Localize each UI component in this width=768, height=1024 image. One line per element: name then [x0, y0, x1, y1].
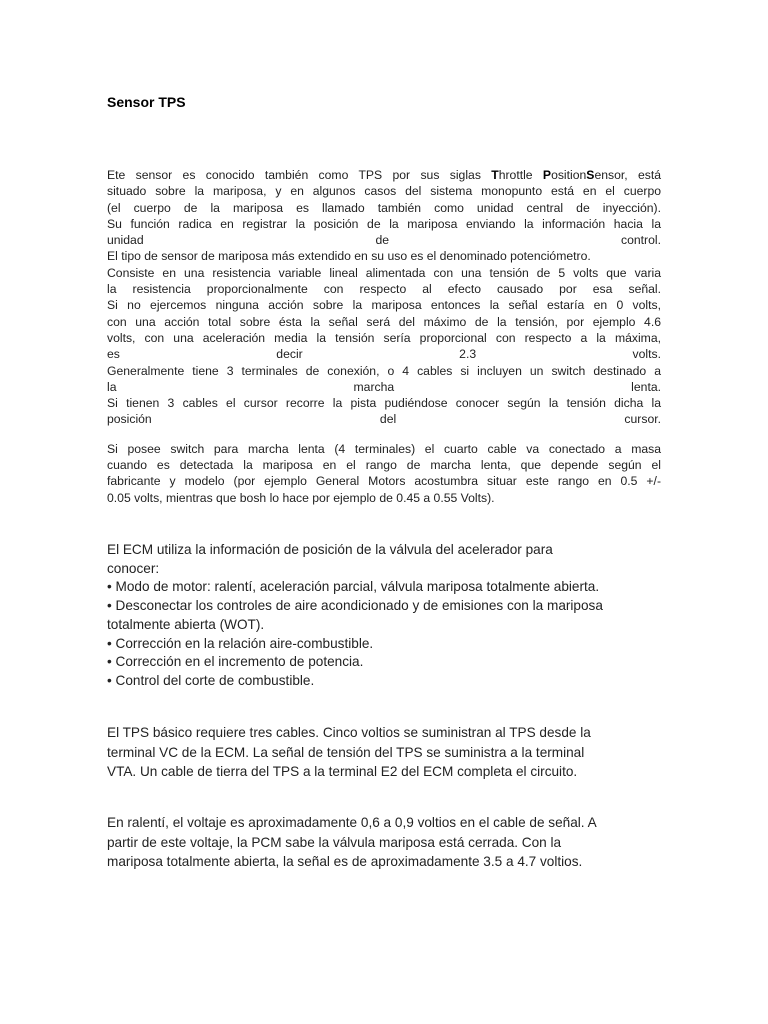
- paragraph-gap: [107, 428, 661, 441]
- tps-wiring-paragraph: [107, 723, 667, 782]
- idle-voltage-paragraph: [107, 813, 667, 872]
- intro-line: Consiste en una resistencia variable lineal alimentada con una tensión de 5 volts que varia: [107, 265, 661, 280]
- paragraph-line: mariposa totalmente abierta, la señal es de aproximadamente 3.5 a 4.7 voltios.: [107, 854, 583, 870]
- text-run: osition: [551, 168, 587, 182]
- intro-line: es decir 2.3 volts.: [107, 347, 661, 362]
- ecm-line: El ECM utiliza la información de posición de la válvula del acelerador para: [107, 542, 553, 557]
- intro-line: fabricante y modelo (por ejemplo General Motors acostumbra situar este rango en 0.5 +/-: [107, 474, 661, 489]
- paragraph-line: terminal VC de la ECM. La señal de tensión del TPS se suministra a la terminal: [107, 744, 585, 760]
- paragraph-line: VTA. Un cable de tierra del TPS a la terminal E2 del ECM completa el circuito.: [107, 764, 578, 780]
- ecm-paragraph: [107, 541, 667, 691]
- intro-line: Su función radica en registrar la posición de la mariposa enviando la información hacia la: [107, 216, 661, 231]
- intro-line: Si tienen 3 cables el cursor recorre la pista pudiéndose conocer según la tensión dicha la: [107, 396, 661, 411]
- ecm-line: • Corrección en la relación aire-combustible.: [107, 635, 374, 651]
- intro-line: [107, 167, 661, 183]
- acronym-letter: S: [586, 168, 595, 182]
- intro-line: 0.05 volts, mientras que bosh lo hace por ejemplo de 0.45 a 0.55 Volts).: [107, 490, 495, 505]
- paragraph-line: En ralentí, el voltaje es aproximadamente 0,6 a 0,9 voltios en el cable de señal. A: [107, 815, 597, 830]
- paragraph-line: partir de este voltaje, la PCM sabe la válvula mariposa está cerrada. Con la: [107, 834, 562, 850]
- ecm-line: totalmente abierta (WOT).: [107, 616, 265, 632]
- intro-line: la resistencia proporcionalmente con respecto al efecto causado por esa señal.: [107, 282, 661, 297]
- document-title: Sensor TPS: [107, 94, 186, 110]
- intro-line: situado sobre la mariposa, y en algunos casos del sistema monopunto está en el cuerpo: [107, 184, 661, 199]
- ecm-line: • Modo de motor: ralentí, aceleración parcial, válvula mariposa totalmente abierta.: [107, 579, 600, 595]
- acronym-letter: T: [491, 168, 499, 182]
- ecm-line: • Corrección en el incremento de potencia.: [107, 654, 364, 670]
- intro-paragraph: [107, 167, 661, 506]
- intro-line: la marcha lenta.: [107, 379, 661, 394]
- intro-line: (el cuerpo de la mariposa es llamado también como unidad central de inyección).: [107, 200, 661, 215]
- paragraph-line: El TPS básico requiere tres cables. Cinco voltios se suministran al TPS desde la: [107, 725, 591, 740]
- intro-line: unidad de control.: [107, 233, 661, 248]
- intro-line: Si posee switch para marcha lenta (4 terminales) el cuarto cable va conectado a masa: [107, 441, 661, 456]
- acronym-letter: P: [542, 168, 552, 182]
- ecm-line: • Control del corte de combustible.: [107, 672, 315, 688]
- text-run: hrottle: [498, 168, 543, 182]
- intro-line: Si no ejercemos ninguna acción sobre la mariposa entonces la señal estaría en 0 volts,: [107, 298, 661, 313]
- intro-line: cuando es detectada la mariposa en el rango de marcha lenta, que depende según el: [107, 458, 661, 473]
- intro-line: El tipo de sensor de mariposa más extendido en su uso es el denominado potenciómetro.: [107, 249, 591, 264]
- intro-line: posición del cursor.: [107, 412, 661, 427]
- intro-line: con una acción total sobre ésta la señal será del máximo de la tensión, por ejemplo 4.6: [107, 314, 661, 329]
- intro-line: volts, con una aceleración media la tensión sería proporcional con respecto a la máxima,: [107, 330, 661, 345]
- ecm-line: conocer:: [107, 560, 160, 576]
- text-run: ensor, está: [594, 168, 662, 182]
- ecm-line: • Desconectar los controles de aire acondicionado y de emisiones con la mariposa: [107, 598, 603, 614]
- intro-line: Generalmente tiene 3 terminales de conexión, o 4 cables si incluyen un switch destinado a: [107, 363, 661, 378]
- text-run: Ete sensor es conocido también como TPS por sus siglas: [107, 168, 492, 182]
